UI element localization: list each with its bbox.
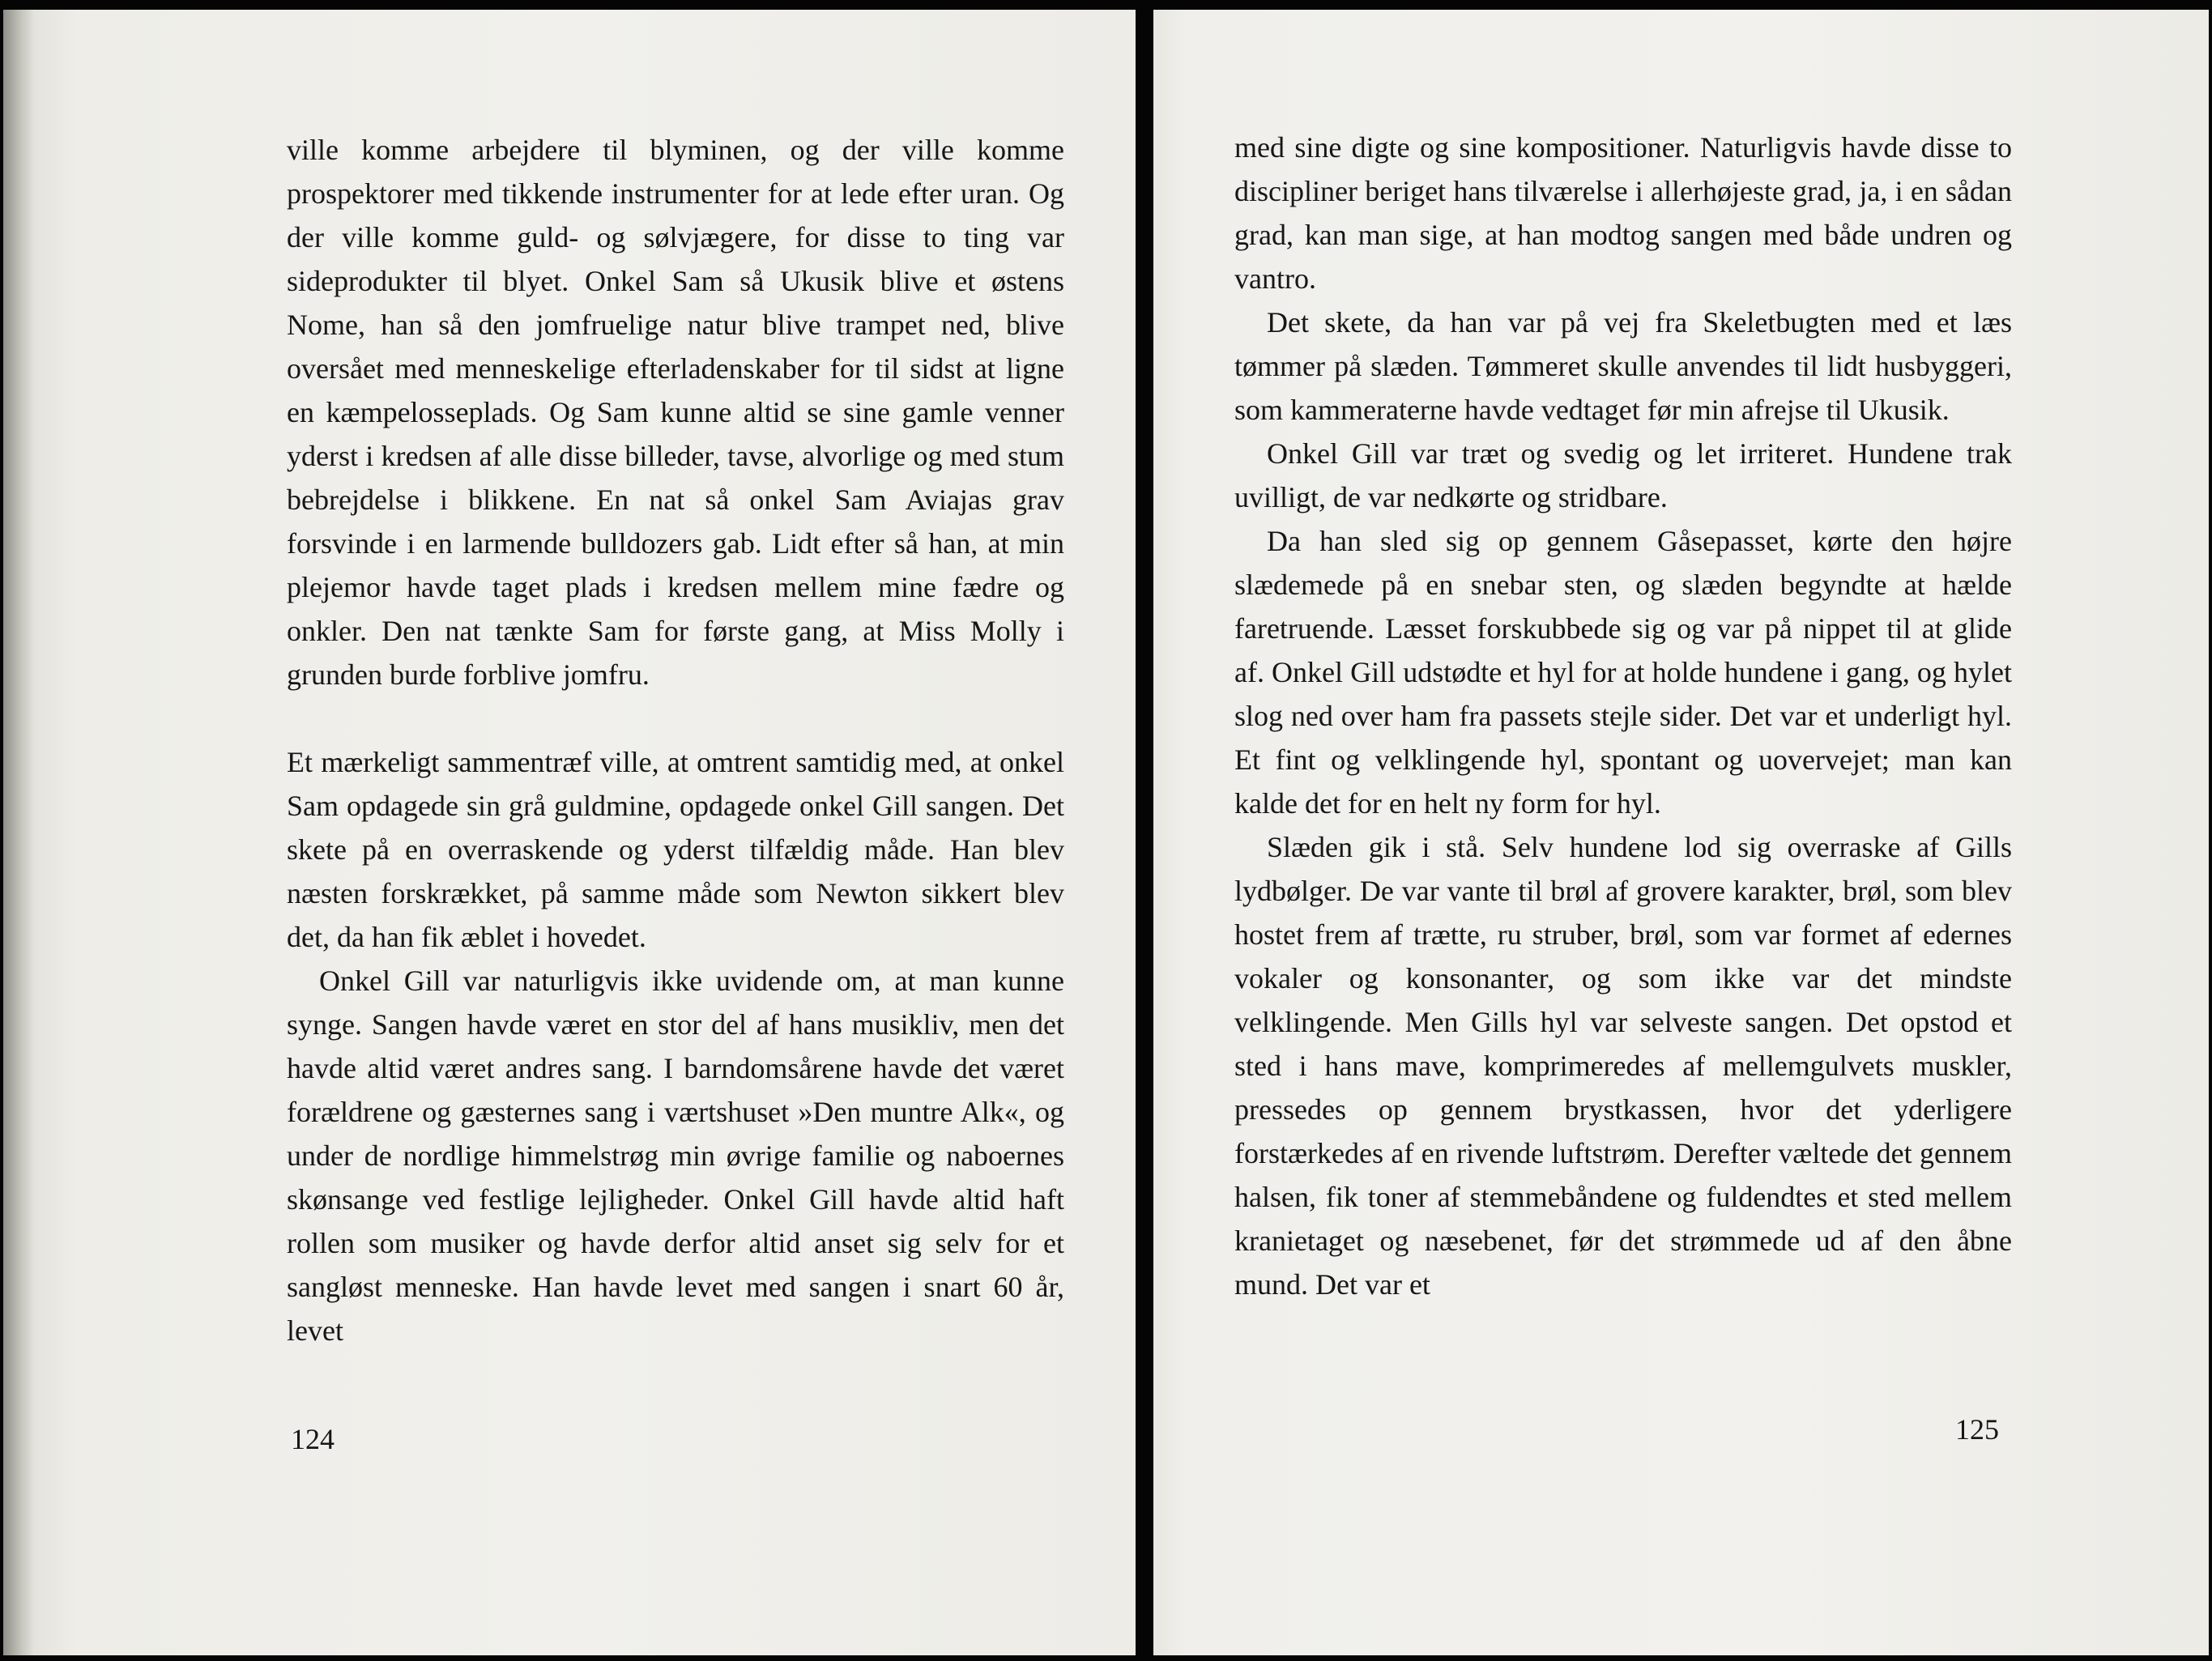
paragraph: Onkel Gill var træt og svedig og let irriteret. Hundene trak uvilligt, de var nedkørte og stridbare. <box>1234 437 2012 513</box>
page-number-right: 125 <box>1955 1413 1999 1446</box>
left-page-edge <box>3 10 34 1655</box>
left-page-text <box>287 128 1064 1352</box>
paragraph: Det skete, da han var på vej fra Skeletbugten med et læs tømmer på slæden. Tømmeret skulle anvendes til lidt husbyggeri, som kammeraterne havde vedtaget før min afrejse til Ukusik. <box>1234 306 2012 426</box>
page-number-left: 124 <box>291 1423 335 1455</box>
paragraph: Da han sled sig op gennem Gåsepasset, kørte den højre slædemede på en snebar sten, og slæden begyndte at hælde faretruende. Læsset forskubbede sig og var på nippet til at glide af. Onkel Gill udstødte et hyl for at holde hundene i gang, og hylet slog ned over ham fra passets stejle sider. Det var et underligt hyl. Et fint og velklingende hyl, spontant og uovervejet; man kan kalde det for en helt ny form for hyl. <box>1234 525 2012 820</box>
right-page <box>1153 10 2209 1655</box>
paragraph: Onkel Gill var naturligvis ikke uvidende om, at man kunne synge. Sangen havde været en stor del af hans musikliv, men det havde altid været andres sang. I barndomsårene havde det været forældrene og gæsternes sang i værtshuset »Den muntre Alk«, og under de nordlige himmelstrøg min øvrige familie og naboernes skønsange ved festlige lejligheder. Onkel Gill havde altid haft rollen som musiker og havde derfor altid anset sig selv for et sangløst menneske. Han havde levet med sangen i snart 60 år, levet <box>287 965 1064 1347</box>
left-page <box>3 10 1136 1655</box>
paragraph: Et mærkeligt sammentræf ville, at omtrent samtidig med, at onkel Sam opdagede sin grå guldmine, opdagede onkel Gill sangen. Det skete på en overraskende og yderst tilfældig måde. Han blev næsten forskrækket, på samme måde som Newton sikkert blev det, da han fik æblet i hovedet. <box>287 746 1064 953</box>
right-page-text <box>1234 126 2012 1306</box>
paragraph: med sine digte og sine kompositioner. Naturligvis havde disse to discipliner beriget hans tilværelse i allerhøjeste grad, ja, i en sådan grad, kan man sige, at han modtog sangen med både undren og vantro. <box>1234 131 2012 295</box>
paragraph: ville komme arbejdere til blyminen, og der ville komme prospektorer med tikkende instrumenter for at lede efter uran. Og der ville komme guld- og sølvjægere, for disse to ting var sideprodukter til blyet. Onkel Sam så Ukusik blive et østens Nome, han så den jomfruelige natur blive trampet ned, blive oversået med menneskelige efterladenskaber for til sidst at ligne en kæmpelosseplads. Og Sam kunne altid se sine gamle venner yderst i kredsen af alle disse billeder, tavse, alvorlige og med stum bebrejdelse i blikkene. En nat så onkel Sam Aviajas grav forsvinde i en larmende bulldozers gab. Lidt efter så han, at min plejemor havde taget plads i kredsen mellem mine fædre og onkler. Den nat tænkte Sam for første gang, at Miss Molly i grunden burde forblive jomfru. <box>287 134 1064 691</box>
paragraph: Slæden gik i stå. Selv hundene lod sig overraske af Gills lydbølger. De var vante til brøl af grovere karakter, brøl, som blev hostet frem af trætte, ru struber, brøl, som var formet af edernes vokaler og konsonanter, og som ikke var det mindste velklingende. Men Gills hyl var selveste sangen. Det opstod et sted i hans mave, komprimeredes af mellemgulvets muskler, pressedes op gennem brystkassen, hvor det yderligere forstærkedes af en rivende luftstrøm. Derefter væltede det gennem halsen, fik toner af stemmebåndene og fuldendtes et sted mellem kranietaget og næsebenet, før det strømmede ud af den åbne mund. Det var et <box>1234 831 2012 1301</box>
